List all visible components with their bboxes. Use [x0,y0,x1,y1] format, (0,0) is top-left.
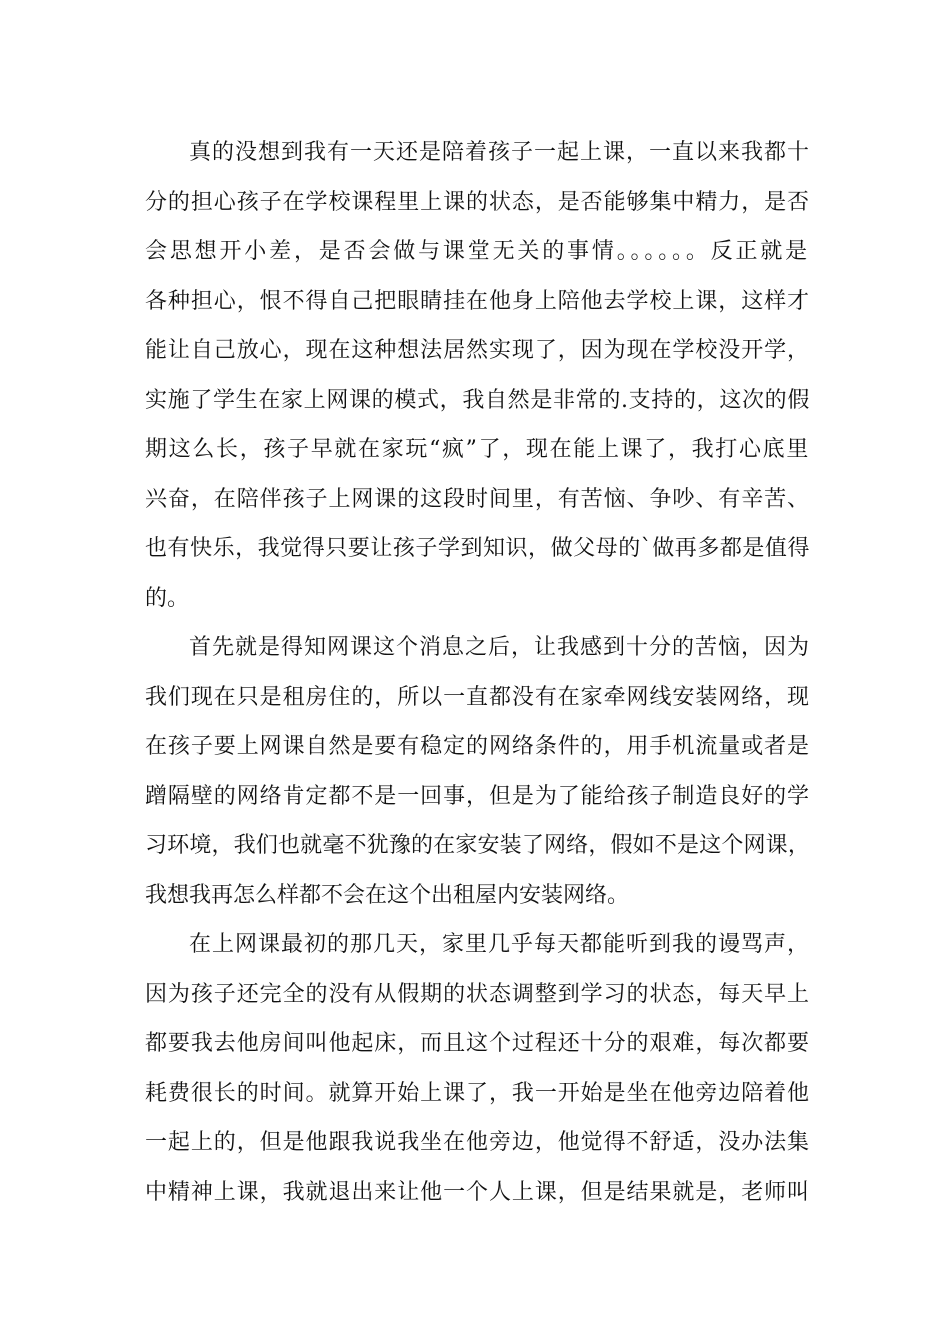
paragraph-3-line-6: 中精神上课，我就退出来让他一个人上课，但是结果就是，老师叫 [145,1179,810,1205]
paragraph-2-line-2: 我们现在只是租房住的，所以一直都没有在家牵网线安装网络，现 [145,684,810,710]
paragraph-2-line-6: 我想我再怎么样都不会在这个出租屋内安装网络。 [145,882,630,908]
paragraph-1-line-9: 也有快乐，我觉得只要让孩子学到知识，做父母的`做再多都是值得 [145,536,810,561]
paragraph-3-line-2: 因为孩子还完全的没有从假期的状态调整到学习的状态，每天早上 [145,981,810,1007]
paragraph-1-line-3: 会思想开小差，是否会做与课堂无关的事情。。。。。。反正就是 [145,239,810,264]
paragraph-3-line-4: 耗费很长的时间。就算开始上课了，我一开始是坐在他旁边陪着他 [145,1080,810,1106]
paragraph-3-line-3: 都要我去他房间叫他起床，而且这个过程还十分的艰难，每次都要 [145,1031,810,1056]
paragraph-2-line-4: 蹭隔壁的网络肯定都不是一回事，但是为了能给孩子制造良好的学 [145,783,810,809]
paragraph-1-line-1: 真的没想到我有一天还是陪着孩子一起上课，一直以来我都十 [189,140,810,165]
paragraph-1-line-5: 能让自己放心，现在这种想法居然实现了，因为现在学校没开学， [145,338,810,363]
paragraph-2-line-5: 习环境，我们也就毫不犹豫的在家安装了网络，假如不是这个网课， [145,833,810,858]
paragraph-3-line-5: 一起上的，但是他跟我说我坐在他旁边，他觉得不舒适，没办法集 [145,1130,810,1155]
paragraph-1-line-8: 兴奋，在陪伴孩子上网课的这段时间里，有苦恼、争吵、有辛苦、 [145,486,810,512]
paragraph-2-line-3: 在孩子要上网课自然是要有稳定的网络条件的，用手机流量或者是 [145,734,810,759]
document-body [145,128,810,1217]
paragraph-2-line-1: 首先就是得知网课这个消息之后，让我感到十分的苦恼，因为 [189,635,810,660]
paragraph-1-line-2: 分的担心孩子在学校课程里上课的状态，是否能够集中精力，是否 [145,189,810,215]
paragraph-3-line-1: 在上网课最初的那几天，家里几乎每天都能听到我的谩骂声， [189,932,810,957]
paragraph-1-line-10: 的。 [145,585,190,611]
paragraph-1-line-4: 各种担心，恨不得自己把眼睛挂在他身上陪他去学校上课，这样才 [145,288,810,314]
paragraph-1-line-7: 期这么长，孩子早就在家玩“疯”了，现在能上课了，我打心底里 [145,437,810,462]
paragraph-1-line-6: 实施了学生在家上网课的模式，我自然是非常的.支持的，这次的假 [145,387,810,413]
